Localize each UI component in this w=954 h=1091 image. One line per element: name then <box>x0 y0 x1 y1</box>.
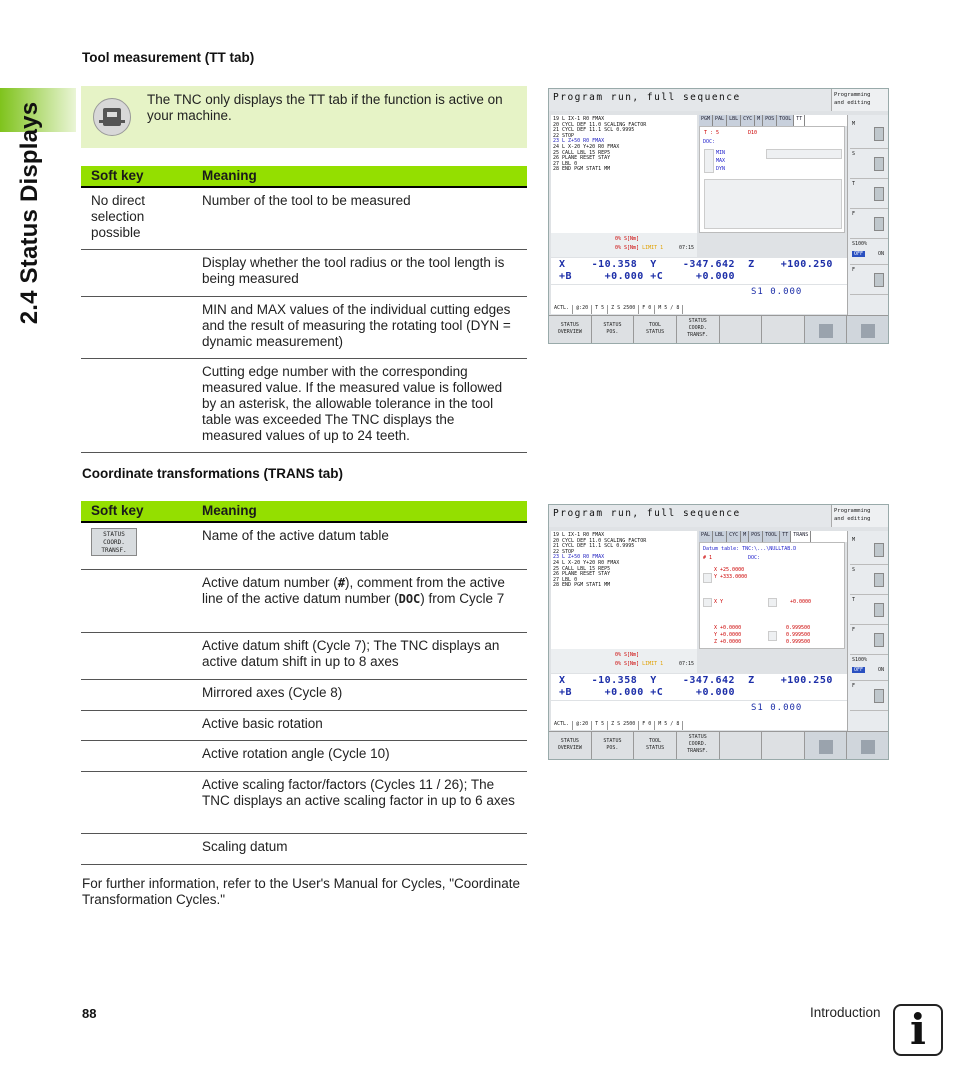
trans-softkey-table: Soft key Meaning STATUS COORD. TRANSF. Name of the active datum table Active datum number (#), comment from the active line of the active datum number (DOC) from Cycle 7 Active datum shift (Cycle 7); The TNC displays an active datum shift in up to 8 axes Mirrored axes (Cycle 8) Active basic rotation Active rotation angle (Cycle 10) Active scaling factor/factors (Cycles 11 / 26); The TNC displays an active scaling factor in up to 6 axes Scaling datum <box>81 501 527 865</box>
further-info-text: For further information, refer to the User's Manual for Cycles, "Coordinate Transformation Cycles." <box>82 876 521 907</box>
note-text: The TNC only displays the TT tab if the function is active on your machine. <box>147 92 503 123</box>
table-row: Cutting edge number with the corresponding measured value. If the measured value is followed by an asterisk, the allowable tolerance in the tool table was exceeded The TNC displays the measured values of up to 24 teeth. <box>81 358 527 452</box>
table-row: No direct selection possible Number of the tool to be measured <box>81 187 527 249</box>
machine-icon <box>93 98 131 136</box>
table-row: Scaling datum <box>81 833 527 864</box>
bottom-softkeys: STATUS OVERVIEW STATUS POS. TOOL STATUS STATUS COORD. TRANSF. <box>549 315 889 344</box>
table-row: Active basic rotation <box>81 710 527 740</box>
status-bar: 0% S[Nm] 0% S[Nm] LIMIT 1 07:15 <box>551 233 697 257</box>
table-row: Mirrored axes (Cycle 8) <box>81 679 527 710</box>
info-icon: i <box>893 1004 943 1056</box>
footer-label: Introduction <box>810 1005 881 1020</box>
right-softkeys: M S T F S100% OFF ON F <box>847 531 889 731</box>
table-row: MIN and MAX values of the individual cutting edges and the result of measuring the rotating tool (DYN = dynamic measurement) <box>81 296 527 358</box>
tnc-screen-trans: Program run, full sequence Programming and editing 19 L IX-1 R0 FMAX 20 CYCL DEF 11.0 SCALING FACTOR 21 CYCL DEF 11.1 SCL 0.9995 22 STOP 23 L Z+50 R0 FMAX 24 L X-20 Y+20 R0 FMAX 25 CALL LBL 15 REP5 26 PLANE RESET STAY 27 LBL 0 28 END PGM STAT1 MM PAL LBL CYC M POS TOOL TT TRANS Datum table: TNC:\...\NULLTAB.D # 1 DOC: X +25.0000 Y +333.0000 X Y +0.0000 X +0.0000 Y +0.0000 Z +0.0000 0.999500 0.999500 0.999500 M S T F S100% OFF ON F 0% S[Nm] 0% S[Nm] LIMIT 1 07:15 X -10.358 Y -347.642 Z +100.250 +B +0.000 +C +0.000 S1 0.000 ACTL. @:20 T 5 Z S 2500 F 0 M 5 / 8 STATUS OVERVIEW STATUS POS. TOOL STATUS STATUS COORD. TRANSF. <box>548 504 889 760</box>
tt-softkey-table: Soft key Meaning No direct selection possible Number of the tool to be measured Display whether the tool radius or the tool length is being measured MIN and MAX values of the individual cutting edges and the result of measuring the rotating tool (DYN = dynamic measurement) Cutting edge number with the corresponding measured value. If the measured value is followed by an asterisk, the allowable tolerance in the tool table was exceeded The TNC displays the measured values of up to 24 teeth. <box>81 166 527 453</box>
tt-panel: T : 5 D10 DOC: MIN MAX DYN <box>699 126 845 233</box>
prev-arrow-icon[interactable] <box>805 732 848 760</box>
trans-panel: Datum table: TNC:\...\NULLTAB.D # 1 DOC: X +25.0000 Y +333.0000 X Y +0.0000 X +0.0000 Y +0.0000 Z +0.0000 0.999500 0.999500 0.999500 <box>699 542 845 649</box>
table-row: Active scaling factor/factors (Cycles 11 / 26); The TNC displays an active scaling factor in up to 6 axes <box>81 771 527 833</box>
mode-programming[interactable]: Programming and editing <box>831 505 889 527</box>
tab-trans[interactable]: TRANS <box>791 531 811 542</box>
table-row: Active datum shift (Cycle 7); The TNC displays an active datum shift in up to 8 axes <box>81 632 527 679</box>
tt-section-heading: Tool measurement (TT tab) <box>82 50 255 65</box>
next-arrow-icon[interactable] <box>847 732 889 760</box>
table-row: Active rotation angle (Cycle 10) <box>81 740 527 771</box>
status-bar: 0% S[Nm] 0% S[Nm] LIMIT 1 07:15 <box>551 649 697 673</box>
next-arrow-icon[interactable] <box>847 316 889 344</box>
prev-arrow-icon[interactable] <box>805 316 848 344</box>
position-display: X -10.358 Y -347.642 Z +100.250 +B +0.000 +C +0.000 <box>551 674 847 700</box>
bottom-softkeys: STATUS OVERVIEW STATUS POS. TOOL STATUS STATUS COORD. TRANSF. <box>549 731 889 760</box>
status-tabs: PAL LBL CYC M POS TOOL TT TRANS <box>699 531 849 542</box>
program-listing: 19 L IX-1 R0 FMAX 20 CYCL DEF 11.0 SCALING FACTOR 21 CYCL DEF 11.1 SCL 0.9995 22 STOP 23 L Z+50 R0 FMAX 24 L X-20 Y+20 R0 FMAX 25 CALL LBL 15 REP5 26 PLANE RESET STAY 27 LBL 0 28 END PGM STAT1 MM <box>551 115 697 233</box>
spindle-display: S1 0.000 <box>551 701 847 721</box>
note-box <box>81 86 527 148</box>
right-softkeys: M S T F S100% OFF ON F <box>847 115 889 315</box>
table-row: Active datum number (#), comment from the active line of the active datum number (DOC) from Cycle 7 <box>81 569 527 632</box>
page-number: 88 <box>82 1006 97 1021</box>
trans-section-heading: Coordinate transformations (TRANS tab) <box>82 466 344 481</box>
mode-programming[interactable]: Programming and editing <box>831 89 889 111</box>
chapter-side-title: 2.4 Status Displays <box>16 101 43 325</box>
actl-row: ACTL. @:20 T 5 Z S 2500 F 0 M 5 / 8 <box>551 305 847 314</box>
program-listing: 19 L IX-1 R0 FMAX 20 CYCL DEF 11.0 SCALING FACTOR 21 CYCL DEF 11.1 SCL 0.9995 22 STOP 23 L Z+50 R0 FMAX 24 L X-20 Y+20 R0 FMAX 25 CALL LBL 15 REP5 26 PLANE RESET STAY 27 LBL 0 28 END PGM STAT1 MM <box>551 531 697 649</box>
table-row: Display whether the tool radius or the tool length is being measured <box>81 249 527 296</box>
spindle-display: S1 0.000 <box>551 285 847 305</box>
table-row: STATUS COORD. TRANSF. Name of the active datum table <box>81 522 527 569</box>
status-coord-transf-softkey[interactable]: STATUS COORD. TRANSF. <box>91 528 137 556</box>
actl-row: ACTL. @:20 T 5 Z S 2500 F 0 M 5 / 8 <box>551 721 847 730</box>
tnc-screen-tt: Program run, full sequence Programming and editing 19 L IX-1 R0 FMAX 20 CYCL DEF 11.0 SCALING FACTOR 21 CYCL DEF 11.1 SCL 0.9995 22 STOP 23 L Z+50 R0 FMAX 24 L X-20 Y+20 R0 FMAX 25 CALL LBL 15 REP5 26 PLANE RESET STAY 27 LBL 0 28 END PGM STAT1 MM PGM PAL LBL CYC M POS TOOL TT T : 5 D10 DOC: MIN MAX DYN M S T F S100% OFF ON F 0% S[Nm] 0% S[Nm] LIMIT 1 07:15 X -10.358 Y -347.642 Z +100.250 +B +0.000 +C +0.000 S1 0.000 ACTL. @:20 T 5 Z S 2500 F 0 M 5 / 8 STATUS OVERVIEW STATUS POS. TOOL STATUS STATUS COORD. TRANSF. <box>548 88 889 344</box>
position-display: X -10.358 Y -347.642 Z +100.250 +B +0.000 +C +0.000 <box>551 258 847 284</box>
tab-tt[interactable]: TT <box>794 115 805 126</box>
status-tabs: PGM PAL LBL CYC M POS TOOL TT <box>699 115 849 126</box>
